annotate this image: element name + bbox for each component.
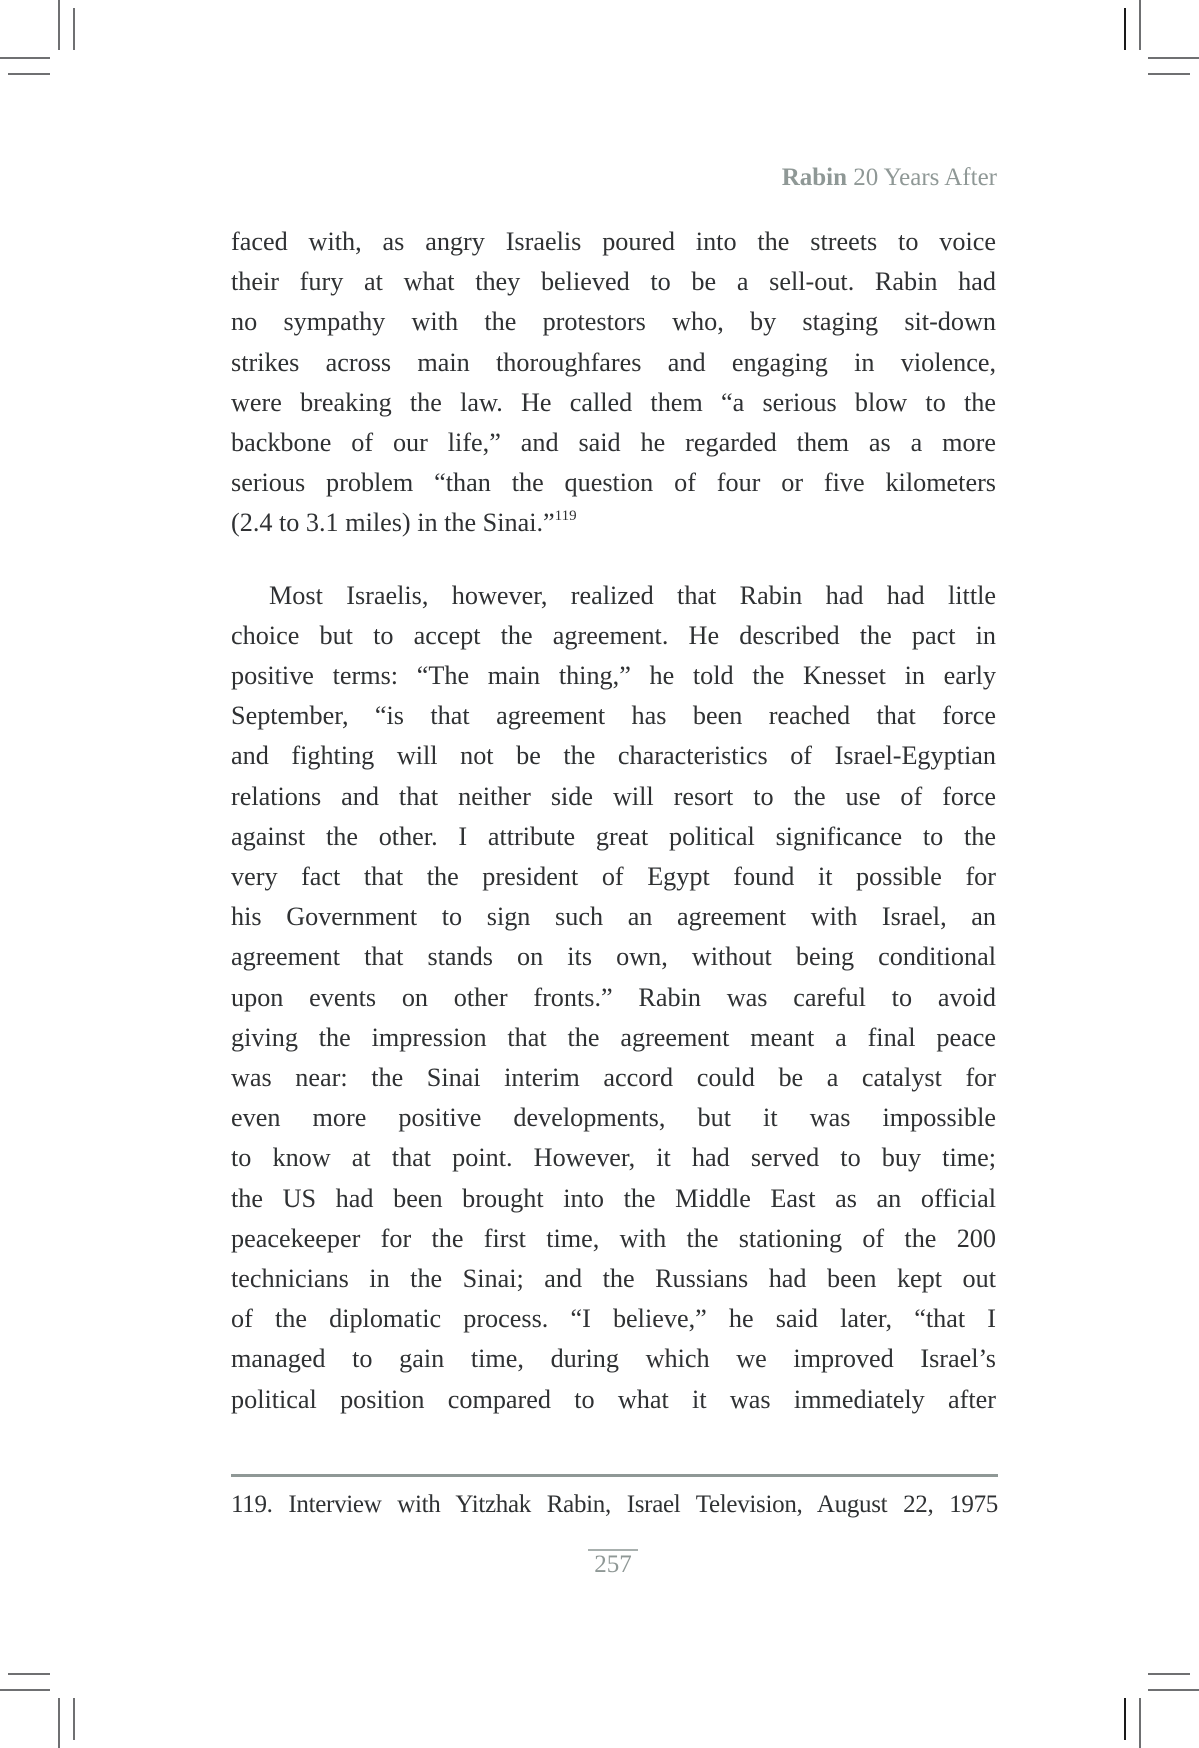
text-line: to know at that point. However, it had served to buy time; [231, 1143, 996, 1173]
page-number: 257 [588, 1549, 638, 1579]
text-line: was near: the Sinai interim accord could be a catalyst for [231, 1063, 996, 1093]
text-line: choice but to accept the agreement. He described the pact in [231, 620, 996, 650]
crop-mark-top-right-v2 [1139, 0, 1141, 50]
crop-mark-top-left-h2 [8, 73, 50, 75]
text-line: Most Israelis, however, realized that Rabin had had little [269, 580, 996, 610]
crop-mark-bottom-right-h2 [1148, 1689, 1199, 1691]
text-line: agreement that stands on its own, without being conditional [231, 942, 996, 972]
crop-mark-bottom-right-v2 [1139, 1698, 1141, 1748]
text-line: were breaking the law. He called them “a serious blow to the [231, 387, 996, 417]
crop-mark-top-right-v1 [1124, 8, 1126, 50]
body-text [231, 222, 996, 1420]
text-line: September, “is that agreement has been reached that force [231, 701, 996, 731]
text-line: political position compared to what it was immediately after [231, 1384, 996, 1414]
text-line: no sympathy with the protestors who, by staging sit-down [231, 307, 996, 337]
paragraph-1 [231, 222, 996, 544]
running-header-bold: Rabin [781, 164, 847, 191]
crop-mark-top-right-h2 [1148, 73, 1190, 75]
text-line: the US had been brought into the Middle East as an official [231, 1183, 996, 1213]
text-line: even more positive developments, but it was impossible [231, 1103, 996, 1133]
text-line: managed to gain time, during which we improved Israel’s [231, 1344, 996, 1374]
crop-mark-top-left-v2 [73, 8, 75, 50]
crop-mark-top-left-v1 [58, 0, 60, 50]
crop-mark-bottom-left-h1 [8, 1673, 50, 1675]
text-line: strikes across main thoroughfares and engaging in violence, [231, 347, 996, 377]
crop-mark-bottom-right-v1 [1124, 1698, 1126, 1740]
crop-mark-top-left-h1 [0, 57, 50, 59]
footnote-119: 119. Interview with Yitzhak Rabin, Israel Television, August 22, 1975 [231, 1491, 998, 1518]
text-line: very fact that the president of Egypt found it possible for [231, 862, 996, 892]
text-line: peacekeeper for the first time, with the stationing of the 200 [231, 1223, 996, 1253]
crop-mark-bottom-right-h1 [1148, 1673, 1190, 1675]
crop-mark-bottom-left-h2 [0, 1689, 50, 1691]
running-header [782, 164, 997, 192]
text-line: his Government to sign such an agreement with Israel, an [231, 902, 996, 932]
text-line-last [231, 503, 996, 543]
text-line: and fighting will not be the characteristics of Israel-Egyptian [231, 741, 996, 771]
text-line-last-content: (2.4 to 3.1 miles) in the Sinai.” [231, 508, 555, 538]
text-line: positive terms: “The main thing,” he told the Knesset in early [231, 661, 996, 691]
text-line: technicians in the Sinai; and the Russians had been kept out [231, 1264, 996, 1294]
paragraph-2 [231, 576, 996, 1420]
footnote-separator [231, 1474, 998, 1477]
text-line: faced with, as angry Israelis poured into the streets to voice [231, 227, 996, 256]
footnote-reference[interactable]: 119 [554, 508, 577, 525]
text-line: of the diplomatic process. “I believe,” he said later, “that I [231, 1304, 996, 1334]
crop-mark-bottom-left-v2 [73, 1698, 75, 1740]
text-line: serious problem “than the question of four or five kilometers [231, 468, 996, 498]
text-line: upon events on other fronts.” Rabin was careful to avoid [231, 982, 996, 1012]
crop-mark-bottom-left-v1 [58, 1698, 60, 1748]
running-header-rest: 20 Years After [847, 164, 997, 191]
text-line: backbone of our life,” and said he regarded them as a more [231, 428, 996, 458]
text-line: their fury at what they believed to be a sell-out. Rabin had [231, 267, 996, 297]
crop-mark-top-right-h1 [1148, 57, 1199, 59]
text-line: against the other. I attribute great political significance to the [231, 821, 996, 851]
text-line: giving the impression that the agreement meant a final peace [231, 1022, 996, 1052]
text-line: relations and that neither side will resort to the use of force [231, 781, 996, 811]
